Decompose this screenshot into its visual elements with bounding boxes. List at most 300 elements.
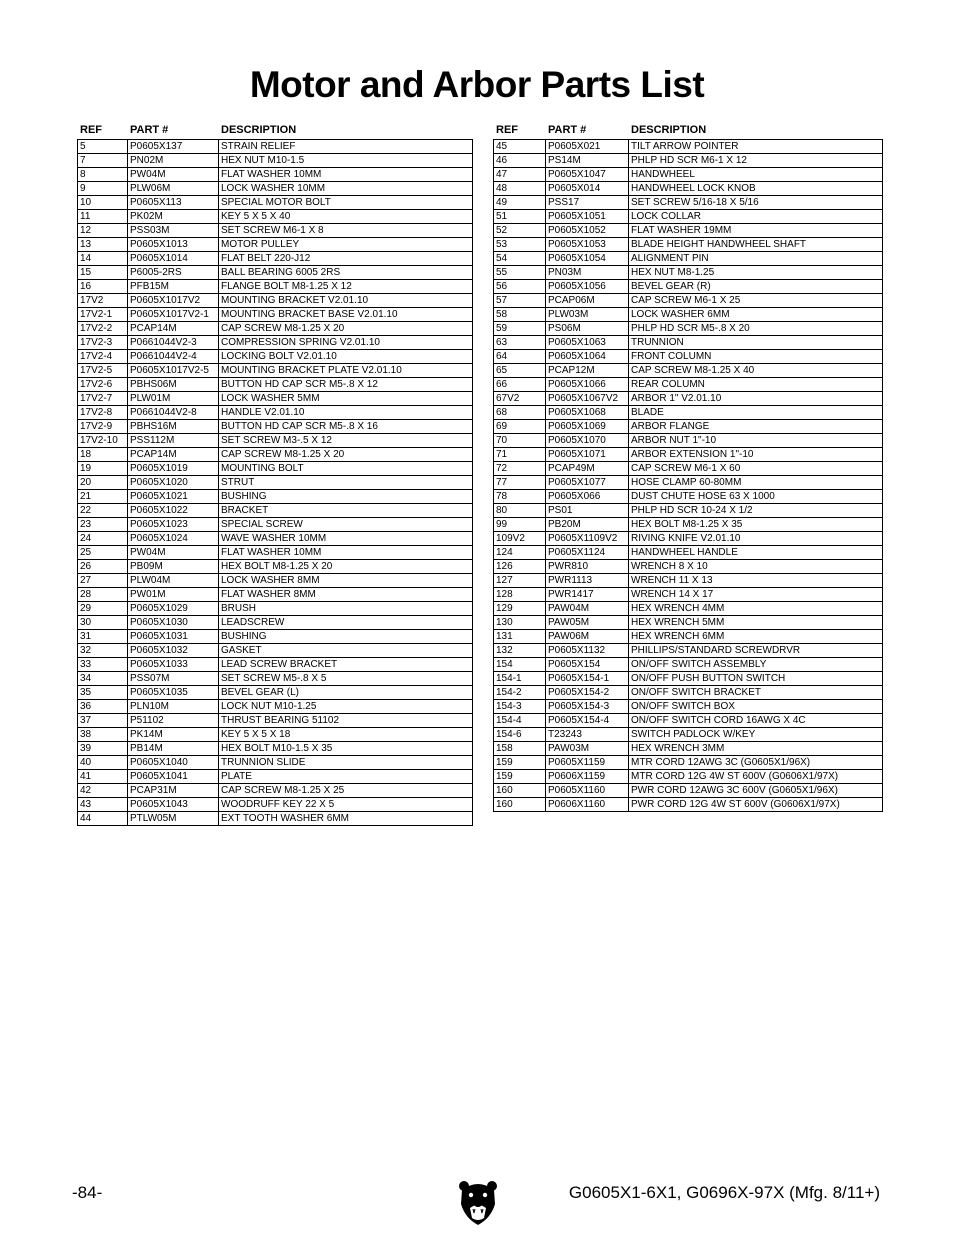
ref-cell: 72 [494,462,546,476]
description-cell: HANDWHEEL HANDLE [629,546,883,560]
table-row [78,238,473,252]
table-row [494,770,883,784]
description-cell: TRUNNION SLIDE [219,756,473,770]
table-row [78,532,473,546]
ref-cell: 154-1 [494,672,546,686]
part-number-cell: PK02M [128,210,219,224]
description-cell: LOCK WASHER 10MM [219,182,473,196]
description-cell: BUSHING [219,490,473,504]
part-number-cell: PW01M [128,588,219,602]
table-row [494,140,883,154]
table-row [494,798,883,812]
table-row [78,196,473,210]
ref-cell: 9 [78,182,128,196]
table-row [78,280,473,294]
part-number-cell: P0605X1056 [546,280,629,294]
ref-cell: 37 [78,714,128,728]
part-number-cell: P0605X1070 [546,434,629,448]
parts-table-body [494,140,883,812]
ref-cell: 41 [78,770,128,784]
description-cell: FLAT BELT 220-J12 [219,252,473,266]
table-row [78,812,473,826]
part-number-cell: P0605X154 [546,658,629,672]
part-number-cell: P6005-2RS [128,266,219,280]
ref-cell: 130 [494,616,546,630]
description-cell: HANDWHEEL LOCK KNOB [629,182,883,196]
part-number-cell: PSS17 [546,196,629,210]
description-cell: HEX NUT M10-1.5 [219,154,473,168]
description-cell: WRENCH 11 X 13 [629,574,883,588]
table-header [493,121,882,139]
description-cell: BALL BEARING 6005 2RS [219,266,473,280]
table-row [78,378,473,392]
ref-cell: 45 [494,140,546,154]
table-row [494,434,883,448]
ref-cell: 57 [494,294,546,308]
description-cell: HEX WRENCH 4MM [629,602,883,616]
ref-cell: 27 [78,574,128,588]
part-number-cell: PCAP49M [546,462,629,476]
description-cell: STRUT [219,476,473,490]
part-number-cell: PLW03M [546,308,629,322]
ref-cell: 46 [494,154,546,168]
table-row [78,798,473,812]
table-row [494,476,883,490]
ref-cell: 160 [494,798,546,812]
part-number-cell: PFB15M [128,280,219,294]
description-cell: CAP SCREW M8-1.25 X 40 [629,364,883,378]
ref-cell: 54 [494,252,546,266]
part-number-cell: PBHS06M [128,378,219,392]
part-number-cell: PSS07M [128,672,219,686]
part-number-cell: P0605X1066 [546,378,629,392]
ref-cell: 31 [78,630,128,644]
description-cell: CAP SCREW M8-1.25 X 20 [219,448,473,462]
description-cell: GASKET [219,644,473,658]
ref-cell: 70 [494,434,546,448]
description-cell: BEVEL GEAR (R) [629,280,883,294]
ref-cell: 40 [78,756,128,770]
ref-cell: 64 [494,350,546,364]
table-row [494,532,883,546]
part-number-cell: P0605X1064 [546,350,629,364]
description-cell: ON/OFF SWITCH BOX [629,700,883,714]
description-cell: CAP SCREW M6-1 X 25 [629,294,883,308]
part-number-cell: P0605X1071 [546,448,629,462]
table-row [494,266,883,280]
part-number-cell: P0605X1067V2 [546,392,629,406]
ref-cell: 124 [494,546,546,560]
ref-cell: 23 [78,518,128,532]
ref-cell: 32 [78,644,128,658]
description-cell: FLAT WASHER 10MM [219,546,473,560]
ref-cell: 14 [78,252,128,266]
table-row [78,210,473,224]
table-row [494,616,883,630]
table-row [78,602,473,616]
part-number-cell: P0605X1031 [128,630,219,644]
table-row [78,406,473,420]
ref-cell: 21 [78,490,128,504]
ref-cell: 10 [78,196,128,210]
part-number-cell: P0661044V2-8 [128,406,219,420]
description-cell: CAP SCREW M8-1.25 X 25 [219,784,473,798]
part-number-cell: P0605X1029 [128,602,219,616]
description-cell: HEX BOLT M10-1.5 X 35 [219,742,473,756]
description-cell: STRAIN RELIEF [219,140,473,154]
table-row [494,518,883,532]
part-number-cell: P0606X1159 [546,770,629,784]
ref-cell: 26 [78,560,128,574]
table-row [494,224,883,238]
table-row [494,322,883,336]
part-number-cell: P0605X014 [546,182,629,196]
table-header [77,121,472,139]
description-cell: HEX WRENCH 3MM [629,742,883,756]
description-cell: HEX WRENCH 6MM [629,630,883,644]
description-cell: TILT ARROW POINTER [629,140,883,154]
description-cell: FLAT WASHER 8MM [219,588,473,602]
ref-cell: 49 [494,196,546,210]
description-cell: PWR CORD 12AWG 3C 600V (G0605X1/96X) [629,784,883,798]
description-cell: MOUNTING BOLT [219,462,473,476]
table-row [78,672,473,686]
part-number-cell: P0605X1053 [546,238,629,252]
table-row [494,350,883,364]
description-cell: ON/OFF PUSH BUTTON SWITCH [629,672,883,686]
ref-cell: 58 [494,308,546,322]
description-cell: EXT TOOTH WASHER 6MM [219,812,473,826]
table-row [78,560,473,574]
parts-table [77,139,473,826]
description-cell: MOUNTING BRACKET BASE V2.01.10 [219,308,473,322]
part-number-cell: P0605X1017V2-5 [128,364,219,378]
part-number-cell: P0605X1035 [128,686,219,700]
table-row [494,280,883,294]
part-number-cell: P0605X1043 [128,798,219,812]
ref-cell: 42 [78,784,128,798]
part-number-cell: P0605X1132 [546,644,629,658]
description-cell: SET SCREW 5/16-18 X 5/16 [629,196,883,210]
table-row [494,546,883,560]
ref-cell: 7 [78,154,128,168]
table-row [78,630,473,644]
description-cell: DUST CHUTE HOSE 63 X 1000 [629,490,883,504]
table-row [494,700,883,714]
description-cell: LOCK COLLAR [629,210,883,224]
table-row [78,224,473,238]
description-cell: BLADE [629,406,883,420]
part-number-cell: P0605X1023 [128,518,219,532]
table-row [494,406,883,420]
part-number-cell: PLN10M [128,700,219,714]
part-number-cell: P0605X1013 [128,238,219,252]
description-cell: ON/OFF SWITCH ASSEMBLY [629,658,883,672]
description-cell: ARBOR EXTENSION 1"-10 [629,448,883,462]
table-row [494,658,883,672]
part-number-cell: PCAP14M [128,322,219,336]
parts-table-left [77,121,472,826]
ref-cell: 127 [494,574,546,588]
part-number-cell: P0605X154-1 [546,672,629,686]
description-cell: LEAD SCREW BRACKET [219,658,473,672]
description-cell: HANDLE V2.01.10 [219,406,473,420]
ref-cell: 17V2-6 [78,378,128,392]
table-row [494,574,883,588]
ref-cell: 48 [494,182,546,196]
table-row [78,336,473,350]
ref-cell: 17V2-2 [78,322,128,336]
ref-cell: 34 [78,672,128,686]
description-cell: REAR COLUMN [629,378,883,392]
table-row [494,154,883,168]
part-number-cell: PWR810 [546,560,629,574]
part-number-cell: P0605X1033 [128,658,219,672]
description-cell: BLADE HEIGHT HANDWHEEL SHAFT [629,238,883,252]
ref-cell: 154-6 [494,728,546,742]
part-number-cell: P0605X1014 [128,252,219,266]
description-cell: COMPRESSION SPRING V2.01.10 [219,336,473,350]
description-cell: LEADSCREW [219,616,473,630]
part-number-cell: P0605X137 [128,140,219,154]
table-row [494,630,883,644]
ref-cell: 47 [494,168,546,182]
table-row [494,168,883,182]
table-row [78,784,473,798]
ref-cell: 68 [494,406,546,420]
table-row [494,252,883,266]
part-number-cell: PCAP31M [128,784,219,798]
description-cell: FLAT WASHER 19MM [629,224,883,238]
part-number-cell: PWR1113 [546,574,629,588]
description-cell: KEY 5 X 5 X 40 [219,210,473,224]
part-number-cell: PCAP12M [546,364,629,378]
ref-cell: 18 [78,448,128,462]
table-row [494,364,883,378]
description-cell: RIVING KNIFE V2.01.10 [629,532,883,546]
ref-cell: 36 [78,700,128,714]
table-row [78,644,473,658]
part-number-cell: PBHS16M [128,420,219,434]
table-row [494,756,883,770]
part-number-cell: P0605X1160 [546,784,629,798]
description-cell: CAP SCREW M8-1.25 X 20 [219,322,473,336]
description-cell: MOUNTING BRACKET V2.01.10 [219,294,473,308]
part-number-cell: P0605X1051 [546,210,629,224]
parts-table-right [493,121,882,812]
table-row [78,504,473,518]
ref-cell: 39 [78,742,128,756]
table-row [494,560,883,574]
description-cell: ALIGNMENT PIN [629,252,883,266]
table-row [494,294,883,308]
table-row [494,210,883,224]
table-row [78,714,473,728]
description-cell: LOCK WASHER 8MM [219,574,473,588]
part-number-cell: T23243 [546,728,629,742]
description-cell: LOCK WASHER 5MM [219,392,473,406]
table-row [494,644,883,658]
part-number-cell: PW04M [128,546,219,560]
parts-table-body [78,140,473,826]
part-number-cell: P51102 [128,714,219,728]
part-number-cell: PLW06M [128,182,219,196]
description-cell: MOTOR PULLEY [219,238,473,252]
table-row [78,364,473,378]
ref-cell: 71 [494,448,546,462]
table-row [78,392,473,406]
description-cell: PHLP HD SCR M6-1 X 12 [629,154,883,168]
description-cell: SPECIAL MOTOR BOLT [219,196,473,210]
ref-cell: 66 [494,378,546,392]
ref-cell: 69 [494,420,546,434]
ref-cell: 53 [494,238,546,252]
ref-cell: 17V2-5 [78,364,128,378]
description-cell: HANDWHEEL [629,168,883,182]
description-cell: FLANGE BOLT M8-1.25 X 12 [219,280,473,294]
ref-header: REF [80,124,102,136]
ref-cell: 25 [78,546,128,560]
description-cell: HEX BOLT M8-1.25 X 20 [219,560,473,574]
part-number-cell: P0661044V2-4 [128,350,219,364]
ref-cell: 128 [494,588,546,602]
part-number-cell: P0605X113 [128,196,219,210]
description-cell: LOCK NUT M10-1.25 [219,700,473,714]
description-cell: BRACKET [219,504,473,518]
ref-cell: 17V2-9 [78,420,128,434]
ref-cell: 30 [78,616,128,630]
table-row [78,168,473,182]
description-cell: TRUNNION [629,336,883,350]
table-row [494,392,883,406]
table-row [494,308,883,322]
part-number-cell: PAW06M [546,630,629,644]
description-cell: WAVE WASHER 10MM [219,532,473,546]
ref-cell: 154-3 [494,700,546,714]
ref-cell: 5 [78,140,128,154]
part-number-cell: P0605X066 [546,490,629,504]
ref-cell: 17V2 [78,294,128,308]
ref-cell: 15 [78,266,128,280]
description-cell: HEX NUT M8-1.25 [629,266,883,280]
table-row [78,182,473,196]
part-number-cell: PLW04M [128,574,219,588]
table-row [494,504,883,518]
ref-cell: 29 [78,602,128,616]
part-number-cell: P0605X1019 [128,462,219,476]
part-number-cell: P0605X1063 [546,336,629,350]
table-row [494,420,883,434]
part-number-cell: P0605X1047 [546,168,629,182]
table-row [494,462,883,476]
description-cell: WOODRUFF KEY 22 X 5 [219,798,473,812]
table-row [78,574,473,588]
table-row [494,728,883,742]
table-row [78,266,473,280]
part-number-cell: PS14M [546,154,629,168]
table-row [78,420,473,434]
ref-cell: 78 [494,490,546,504]
part-number-cell: PN02M [128,154,219,168]
ref-cell: 44 [78,812,128,826]
description-cell: BUTTON HD CAP SCR M5-.8 X 12 [219,378,473,392]
ref-cell: 56 [494,280,546,294]
table-row [78,322,473,336]
ref-cell: 16 [78,280,128,294]
part-number-header: PART # [548,124,587,136]
table-row [494,336,883,350]
table-row [78,154,473,168]
part-number-cell: P0661044V2-3 [128,336,219,350]
ref-cell: 17V2-1 [78,308,128,322]
description-cell: HEX BOLT M8-1.25 X 35 [629,518,883,532]
part-number-cell: P0605X1030 [128,616,219,630]
page-number: -84- [72,1183,103,1202]
part-number-cell: P0605X1054 [546,252,629,266]
description-cell: BUTTON HD CAP SCR M5-.8 X 16 [219,420,473,434]
part-number-cell: P0605X1068 [546,406,629,420]
table-row [78,658,473,672]
part-number-cell: P0605X1020 [128,476,219,490]
ref-cell: 80 [494,504,546,518]
ref-cell: 65 [494,364,546,378]
ref-cell: 67V2 [494,392,546,406]
table-row [494,182,883,196]
part-number-cell: PSS112M [128,434,219,448]
table-row [78,742,473,756]
description-cell: PHLP HD SCR 10-24 X 1/2 [629,504,883,518]
description-cell: LOCK WASHER 6MM [629,308,883,322]
part-number-cell: P0606X1160 [546,798,629,812]
description-cell: PHILLIPS/STANDARD SCREWDRVR [629,644,883,658]
table-row [494,742,883,756]
part-number-cell: PLW01M [128,392,219,406]
ref-cell: 109V2 [494,532,546,546]
table-row [78,434,473,448]
table-row [494,672,883,686]
parts-table [493,139,883,812]
ref-cell: 17V2-4 [78,350,128,364]
description-cell: MTR CORD 12G 4W ST 600V (G0606X1/97X) [629,770,883,784]
description-cell: ON/OFF SWITCH CORD 16AWG X 4C [629,714,883,728]
part-number-cell: P0605X1021 [128,490,219,504]
model-info: G0605X1-6X1, G0696X-97X (Mfg. 8/11+) [568,1183,880,1202]
table-row [494,378,883,392]
description-header: DESCRIPTION [631,124,707,136]
ref-cell: 35 [78,686,128,700]
ref-cell: 51 [494,210,546,224]
ref-cell: 24 [78,532,128,546]
part-number-cell: PS01 [546,504,629,518]
ref-cell: 59 [494,322,546,336]
ref-cell: 8 [78,168,128,182]
description-cell: ARBOR FLANGE [629,420,883,434]
description-cell: WRENCH 14 X 17 [629,588,883,602]
ref-cell: 22 [78,504,128,518]
description-cell: FLAT WASHER 10MM [219,168,473,182]
table-row [78,252,473,266]
ref-cell: 159 [494,770,546,784]
part-number-cell: P0605X154-2 [546,686,629,700]
part-number-cell: P0605X1109V2 [546,532,629,546]
part-number-cell: PAW05M [546,616,629,630]
ref-cell: 159 [494,756,546,770]
table-row [78,490,473,504]
ref-cell: 11 [78,210,128,224]
description-cell: HEX WRENCH 5MM [629,616,883,630]
ref-cell: 129 [494,602,546,616]
part-number-cell: PSS03M [128,224,219,238]
